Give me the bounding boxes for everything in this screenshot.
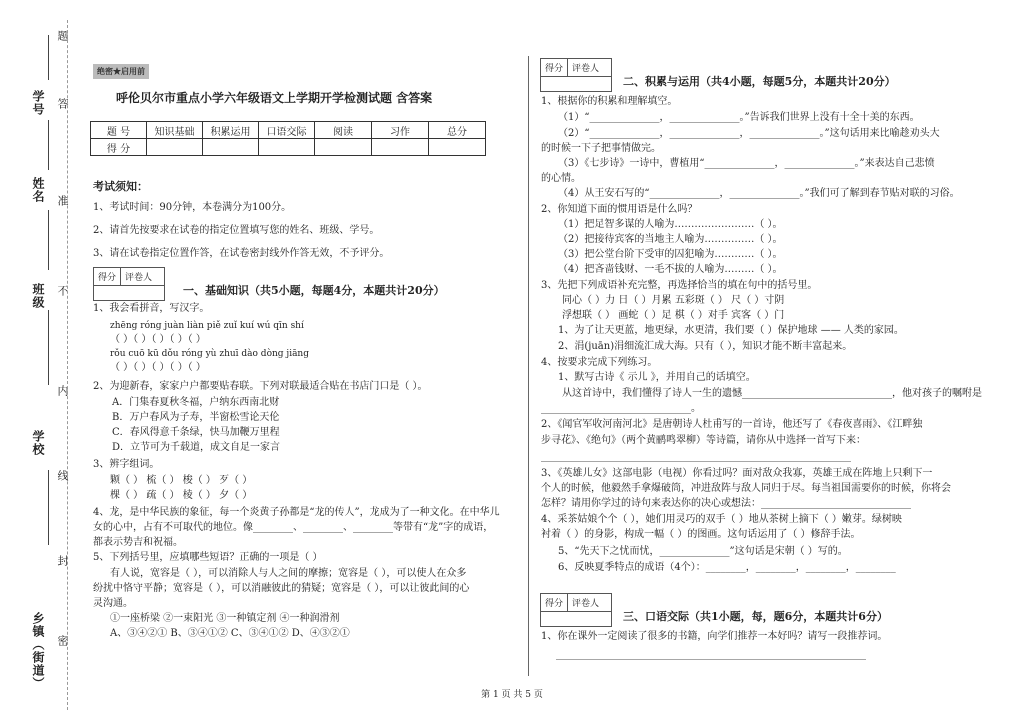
seal-line <box>67 20 68 710</box>
question-line: 3、先把下列成语补充完整，再选择恰当的填在句中的括号里。 <box>541 280 818 291</box>
question-line: 1、根据你的积累和理解填空。 <box>541 96 678 107</box>
question-line: 3、《英雄儿女》这部电影（电视）你看过吗？面对敌众我寡，英雄王成在阵地上只剩下一 <box>541 468 933 479</box>
score-cell[interactable] <box>259 139 315 156</box>
question-line: 个人的时候，他毅然手拿爆破筒，冲进敌阵与敌人同归于尽。每当祖国需要你的时候，你将会 <box>541 483 951 494</box>
question-line: 有人说，宽容是（ ），可以消除人与人之间的摩擦；宽容是（ ），可以使人在众多 <box>110 568 467 579</box>
question-line: 衬着（ ）的身影，构成一幅（ ）的图画。这句话运用了（ ）修辞手法。 <box>541 529 861 540</box>
grader-name-label: 评卷人 <box>120 268 156 285</box>
answer-line: 棵（ ） 疏（ ） 棱（ ） 夕（ ） <box>110 490 253 501</box>
grader-cell[interactable] <box>94 285 164 300</box>
column-separator <box>528 56 529 676</box>
answer-line: 颗（ ） 梳（ ） 梭（ ） 歹（ ） <box>110 475 253 486</box>
question-line: 纷扰中恪守平静；宽容是（ ），可以消融彼此的猜疑；宽容是（ ），可以让彼此间的心 <box>93 583 470 594</box>
idiom-line: 同心（ ）力 日（ ）月累 五彩斑（ ） 尺（ ）寸阴 <box>562 295 785 306</box>
answer-line: ______________________________________________________________ <box>541 451 851 462</box>
instruction-item: 3、请在试卷指定位置作答，在试卷密封线外作答无效，不予评分。 <box>93 248 390 259</box>
question-line: （3）《七步诗》一诗中，曹植用“______________，______________。”来表达自己悲愤 <box>558 158 935 169</box>
page-title: 呼伦贝尔市重点小学六年级语文上学期开学检测试题 含答案 <box>116 91 433 105</box>
answer-line: （ ）（ ）（ ）（ ）（ ） <box>110 362 206 373</box>
section-3-heading: 三、口语交际（共1小题，每，题6分，本题共计6分） <box>623 610 888 623</box>
question-line: 5、下列括号里，应填哪些短语？正确的一项是（ ） <box>93 552 323 563</box>
option-line: D．立节可为千载道，成文自足一家言 <box>112 442 281 453</box>
question-line: （1）把足智多谋的人喻为……………………（ ）。 <box>558 219 783 230</box>
score-header-cell: 知识基础 <box>147 122 203 139</box>
section-1-heading: 一、基础知识（共5小题，每题4分，本题共计20分） <box>183 284 445 297</box>
question-line: （3）把公堂台阶下受审的囚犯喻为…………（ ）。 <box>558 249 783 260</box>
score-table <box>90 121 486 156</box>
score-cell[interactable] <box>315 139 372 156</box>
question-line: 都表示势吉和祝福。 <box>93 537 183 548</box>
question-line: 1、默写古诗《 示儿 》，并用自己的话填空。 <box>558 372 756 383</box>
question-line: 灵沟通。 <box>93 598 133 609</box>
binding-nei: 内 <box>56 385 69 397</box>
score-cell[interactable] <box>203 139 259 156</box>
instruction-item: 1、考试时间：90分钟，本卷满分为100分。 <box>93 202 292 213</box>
grader-box <box>540 58 612 92</box>
score-header-cell: 习作 <box>372 122 429 139</box>
score-header-cell: 题 号 <box>91 122 147 139</box>
question-line: 1、为了让天更蓝，地更绿，水更清，我们要（ ）保护地球 —— 人类的家园。 <box>558 325 904 336</box>
binding-feng: 封 <box>56 555 69 567</box>
question-line: 4、按要求完成下列练习。 <box>541 357 658 368</box>
instructions-heading: 考试须知： <box>93 180 148 193</box>
idiom-line: 浮想联（ ） 画蛇（ ）足 棋（ ）对手 宾客（ ）门 <box>562 310 785 321</box>
score-header-cell: 阅读 <box>315 122 372 139</box>
score-cell[interactable] <box>429 139 486 156</box>
binding-xuehao: 学号 <box>31 90 45 116</box>
fill-line <box>48 35 49 80</box>
score-cell[interactable] <box>147 139 203 156</box>
answer-line: ______________________________。 <box>541 403 701 414</box>
grader-cell[interactable] <box>541 76 611 91</box>
answer-line: （ ）（ ）（ ）（ ）（ ） <box>110 334 206 345</box>
pinyin-line: rǒu cuō kū dǒu róng yù zhuī dào dòng jiāng <box>110 349 309 359</box>
confidential-badge: 绝密★启用前 <box>93 64 149 79</box>
option-line: C．春风得意千条绿，快马加鞭万里程 <box>112 427 280 438</box>
question-line: 1、我会看拼音，写汉字。 <box>93 303 210 314</box>
option-line: ①一座桥梁 ②一束阳光 ③一种镇定剂 ④一种润滑剂 <box>110 613 340 624</box>
binding-mi: 密 <box>56 635 69 647</box>
option-line: A．门集春夏秋冬福，户纳东西南北财 <box>112 397 280 408</box>
binding-margin <box>0 0 70 722</box>
grader-score-label: 得分 <box>545 64 564 74</box>
question-line: （2）把接待宾客的当地主人喻为……………（ ）。 <box>558 234 783 245</box>
question-line: 2、《闻官军收河南河北》是唐朝诗人杜甫写的一首诗，他还写了《春夜喜雨》、《江畔独 <box>541 419 923 430</box>
score-header-row <box>91 122 486 139</box>
question-line: 2、为迎新春，家家户户都要贴春联。下列对联最适合贴在书店门口是（ ）。 <box>93 381 428 392</box>
question-line: 女的心中，占有不可取代的地位。像________、________、________等带有“龙”字的成语， <box>93 522 494 533</box>
binding-banji: 班级 <box>31 283 45 309</box>
question-line: 步寻花》、《绝句》（两个黄鹂鸣翠柳）等诗篇，请你从中选择一首写下来： <box>541 435 866 446</box>
page-footer: 第 1 页 共 5 页 <box>481 690 543 700</box>
grader-box <box>93 267 165 301</box>
section-2-heading: 二、积累与运用（共4小题，每题5分，本题共计20分） <box>623 75 896 88</box>
grader-box <box>540 593 612 627</box>
fill-line <box>48 310 49 385</box>
question-line: 怎样？请用你学过的诗句来表达你的决心或想法：______________________________ <box>541 498 911 509</box>
question-line: 4、龙，是中华民族的象征，每一个炎黄子孙都是“龙的传人”，龙成为了一种文化。在中华儿 <box>93 507 500 518</box>
fill-line <box>48 210 49 270</box>
question-line: 2、你知道下面的惯用语是什么吗？ <box>541 204 698 215</box>
question-line: 3、辨字组词。 <box>93 459 160 470</box>
question-line: 2、涓(juān)涓细流汇成大海。只有（ ），知识才能不断丰富起来。 <box>558 341 853 352</box>
fill-line <box>48 120 49 170</box>
binding-xiangzhen: 乡镇（街道） <box>31 612 45 690</box>
score-row-label: 得 分 <box>91 139 147 156</box>
question-line: 1、你在课外一定阅读了很多的书籍，向学们推荐一本好吗？请写一段推荐词。 <box>541 631 888 642</box>
score-cell[interactable] <box>372 139 429 156</box>
fill-line <box>48 470 49 545</box>
question-line: （1）“______________，______________。”告诉我们世界上没有十全十美的东西。 <box>558 112 920 123</box>
option-line: A、③④②① B、③④①② C、③④①② D、④③②① <box>110 628 350 639</box>
score-header-cell: 总分 <box>429 122 486 139</box>
question-line: （2）“______________，______________，______________。”这句话用来比喻趁劝头大 <box>558 128 940 139</box>
question-line: 的时候一下子把事情做完。 <box>541 143 661 154</box>
question-line: 6、反映夏季特点的成语（4个）：________，________，________，________ <box>558 562 896 573</box>
grader-cell[interactable] <box>541 611 611 626</box>
grader-name-label: 评卷人 <box>567 59 603 76</box>
answer-line: ______________________________________________________________ <box>556 649 866 660</box>
binding-xian: 线 <box>56 470 69 482</box>
score-header-cell: 口语交际 <box>259 122 315 139</box>
binding-xingming: 姓名 <box>31 177 45 203</box>
binding-da: 答 <box>56 98 69 110</box>
score-header-cell: 积累运用 <box>203 122 259 139</box>
binding-ti: 题 <box>56 30 69 42</box>
grader-score-label: 得分 <box>545 599 564 609</box>
instruction-item: 2、请首先按要求在试卷的指定位置填写您的姓名、班级、学号。 <box>93 225 380 236</box>
binding-bu: 不 <box>56 285 69 297</box>
question-line: （4）把吝啬钱财、一毛不拔的人喻为………（ ）。 <box>558 264 783 275</box>
option-line: B．万户春风为子寿，半窗松雪论天伦 <box>112 412 280 423</box>
question-line: 从这首诗中，我们懂得了诗人一生的遗憾______________________________，他对孩子的嘱咐是 <box>562 388 982 399</box>
question-line: 5、“先天下之忧而忧，______________”这句话是宋朝（ ）写的。 <box>558 546 848 557</box>
grader-score-label: 得分 <box>98 273 117 283</box>
grader-name-label: 评卷人 <box>567 594 603 611</box>
binding-zhun: 准 <box>56 195 69 207</box>
binding-xuexiao: 学校 <box>31 430 45 456</box>
question-line: （4）从王安石写的“______________，______________。”我们可了解到春节贴对联的习俗。 <box>558 188 960 199</box>
question-line: 的心情。 <box>541 173 581 184</box>
score-row <box>91 139 486 156</box>
pinyin-line: zhēng róng juàn liàn piě zuǐ kuí wú qīn shí <box>110 321 304 331</box>
question-line: 4、采茶姑娘个个（ ），她们用灵巧的双手（ ）地从茶树上摘下（ ）嫩芽。绿树映 <box>541 514 902 525</box>
